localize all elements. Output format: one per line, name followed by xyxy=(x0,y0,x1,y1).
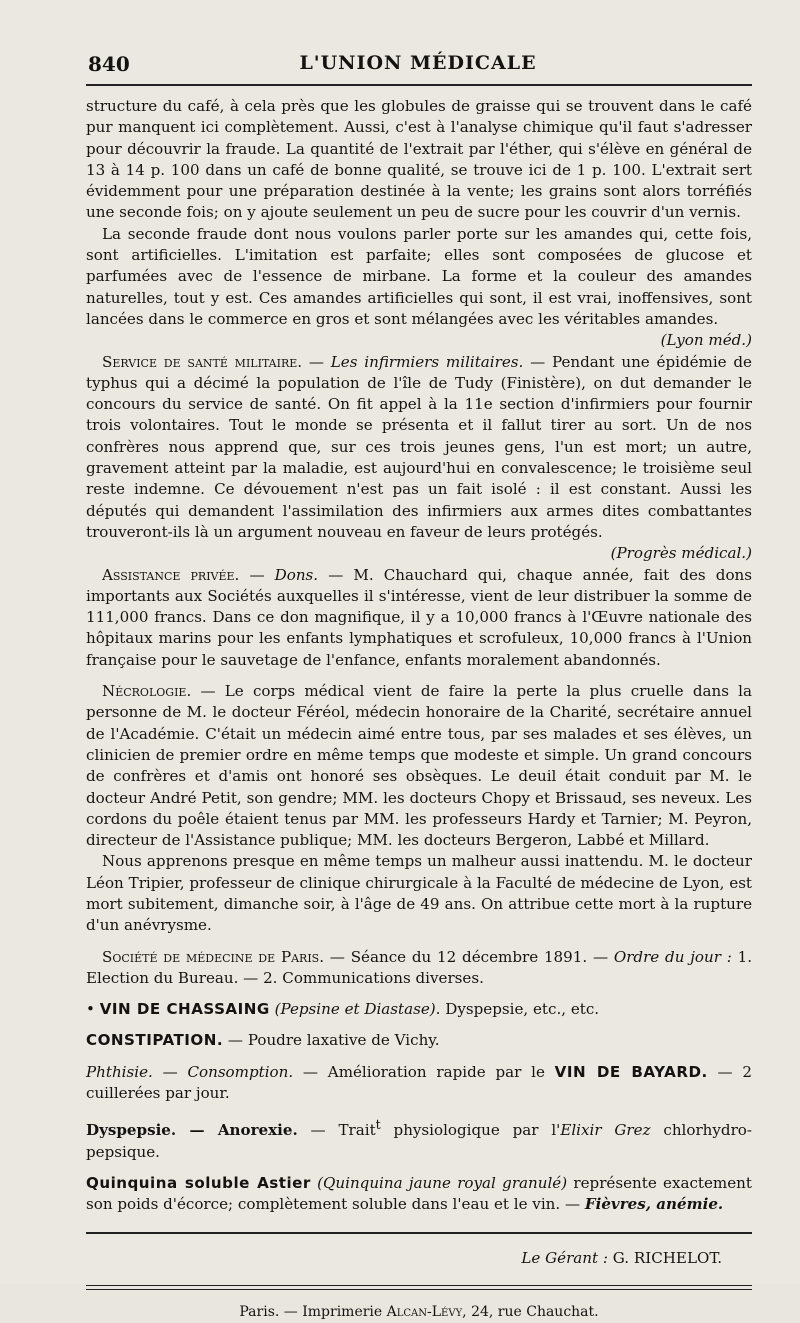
ad-paren: (Quinquina jaune royal granulé) xyxy=(317,1173,568,1192)
section-necrologie xyxy=(86,681,752,851)
ordre-du-jour: Ordre du jour : xyxy=(613,947,732,966)
ad-sup: t xyxy=(375,1117,381,1133)
ad-bayard xyxy=(86,1062,752,1105)
source-progres: (Progrès médical.) xyxy=(610,544,752,563)
ad-elixir-name: Elixir Grez xyxy=(560,1121,651,1140)
paragraph-tripier: Nous apprenons presque en même temps un malheur aussi inattendu. M. le docteur Léon Tripier, professeur de clinique chirurgicale à la Faculté de médecine de Lyon, est mort subitement, dimanche soir, à l'âge de 49 ans. On attribue cette mort à la rupture d'un anévrysme. xyxy=(86,852,752,935)
section-text: — Séance du 12 décembre 1891. — xyxy=(324,947,614,966)
ad-name: Quinquina soluble Astier xyxy=(86,1173,311,1192)
section-subject: Dons. xyxy=(274,565,319,584)
ad-phthisie: Phthisie. — Consomption. xyxy=(86,1062,294,1081)
ad-constipation xyxy=(86,1030,752,1051)
page-number: 840 xyxy=(88,52,130,76)
section-text: — M. Chauchard qui, chaque année, fait des dons importants aux Sociétés auxquelles il s'intéresse, vient de leur distribuer la somme de 111,000 francs. Dans ce don magnifique, il y a 10,000 francs à l'Œuvre nationale des hôpitaux marins pour les enfants lymphatiques et scrofuleux, 10,000 francs à l'Union française pour le sauvetage de l'enfance, enfants moralement abandonnés. xyxy=(86,565,752,669)
gerant-name: G. RICHELOT. xyxy=(612,1248,722,1267)
section-label: Nécrologie. xyxy=(102,682,192,701)
ad-end: Fièvres, anémie. xyxy=(584,1195,724,1214)
page-header xyxy=(86,50,750,80)
ad-text: — Poudre laxative de Vichy. xyxy=(223,1031,440,1050)
imprint-rule xyxy=(86,1285,752,1286)
section-assistance xyxy=(86,565,752,671)
footer-rule xyxy=(86,1232,752,1234)
article-body xyxy=(86,96,752,1323)
section-subject: Les infirmiers militaires. xyxy=(330,352,524,371)
ad-name: Dyspepsie. — Anorexie. xyxy=(86,1121,298,1140)
dash: — xyxy=(302,352,331,371)
section-label: Assistance privée. xyxy=(102,565,240,584)
imprint-prefix: Paris. — Imprimerie xyxy=(239,1303,387,1320)
ad-text: représente exactement son poids d'écorce; complètement soluble dans l'eau et le vin. — xyxy=(86,1173,752,1214)
section-label: Société de médecine de Paris. xyxy=(102,947,325,966)
header-rule xyxy=(86,84,752,86)
paragraph-cafe: structure du café, à cela près que les globules de graisse qui se trouvent dans le café pur manquent ici complètement. Aussi, c'est à l'analyse chimique qu'il faut s'adresser pour découvrir la fraude. La quantité de l'extrait par l'éther, qui s'élève en général de 13 à 14 p. 100 dans un café de bonne qualité, se trouve ici de 1 p. 100. L'extrait sert évidemment pour une préparation destinée à la vente; les grains sont alors torréfiés une seconde fois; on y ajoute seulement un peu de sucre pour les couvrir d'un vernis. xyxy=(86,97,752,222)
ad-quinquina xyxy=(86,1173,752,1216)
section-text: — Le corps médical vient de faire la perte la plus cruelle dans la personne de M. le docteur Féréol, médecin honoraire de la Charité, secrétaire annuel de l'Académie. C'était un médecin aimé entre tous, par ses malades et ses élèves, un clinicien de premier ordre en même temps que modeste et simple. Un grand concours de confrères et d'amis ont honoré ses obsèques. Le deuil était conduit par M. le docteur André Petit, son gendre; MM. les docteurs Chopy et Brissaud, ses neveux. Les cordons du poêle étaient tenus par MM. les professeurs Hardy et Tarnier; M. Peyron, directeur de l'Assistance publique; MM. les docteurs Bergeron, Labbé et Millard. xyxy=(86,682,752,850)
imprint-printer: Alcan-Lévy xyxy=(386,1303,463,1320)
ad-name: VIN DE CHASSAING xyxy=(99,1000,270,1019)
section-sante-militaire xyxy=(86,352,752,563)
paragraph-amandes xyxy=(86,224,752,350)
ad-elixir xyxy=(86,1114,752,1163)
gerant-signature xyxy=(86,1248,752,1269)
ad-text-2: — 2 cuillerées par jour. xyxy=(86,1062,752,1103)
ad-text: — Trait xyxy=(297,1121,376,1140)
ad-text-3: chlorhydro-pepsique. xyxy=(86,1121,752,1161)
ad-paren: (Pepsine et Diastase) xyxy=(274,1000,436,1019)
ad-chassaing: • VIN DE CHASSAING (Pepsine et Diastase). Dyspepsie, etc., etc. xyxy=(86,1000,600,1019)
source-lyon: (Lyon méd.) xyxy=(660,331,752,350)
section-text: — Pendant une épidémie de typhus qui a décimé la population de l'île de Tudy (Finistère), on dut demander le concours du service de santé. On fit appel à la 11e section d'infirmiers pour fournir trois volontaires. Tout le monde se présenta et il fallut tirer au sort. Un de nos confrères nous apprend que, sur ces trois jeunes gens, l'un est mort; un autre, gravement atteint par la maladie, est aujourd'hui en convalescence; le troisième seul reste indemne. Ce dévouement n'est pas un fait isolé : il est constant. Aussi les députés qui demandent l'assimilation des infirmiers aux armes dites combattantes trouveront-ils là un argument nouveau en faveur de leurs protégés. xyxy=(86,352,752,541)
ad-text: — Amélioration rapide par le xyxy=(293,1062,555,1081)
ad-name: VIN DE BAYARD. xyxy=(554,1062,708,1081)
imprint-rule-2 xyxy=(86,1289,752,1290)
imprint xyxy=(86,1302,752,1323)
journal-title: L'UNION MÉDICALE xyxy=(299,52,537,74)
gerant-label: Le Gérant : xyxy=(521,1248,608,1267)
dash: — xyxy=(239,565,275,584)
paragraph-amandes-text: La seconde fraude dont nous voulons parler porte sur les amandes qui, cette fois, sont artificielles. L'imitation est parfaite; elles sont composées de glucose et parfumées avec de l'essence de mirbane. La forme et la couleur des amandes naturelles, tout y est. Ces amandes artificielles qui sont, il est vrai, inoffensives, sont lancées dans le commerce en gros et sont mélangées avec les véritables amandes. xyxy=(86,224,752,328)
section-societe xyxy=(86,947,752,990)
section-label: Service de santé militaire. xyxy=(102,352,303,371)
section-text-2: 1. Election du Bureau. — 2. Communications diverses. xyxy=(86,947,752,987)
ad-text: . Dyspepsie, etc., etc. xyxy=(435,1000,600,1019)
imprint-address: , 24, rue Chauchat. xyxy=(462,1303,599,1320)
ad-text-2: physiologique par l' xyxy=(380,1121,561,1140)
ad-name: CONSTIPATION. xyxy=(86,1031,224,1050)
